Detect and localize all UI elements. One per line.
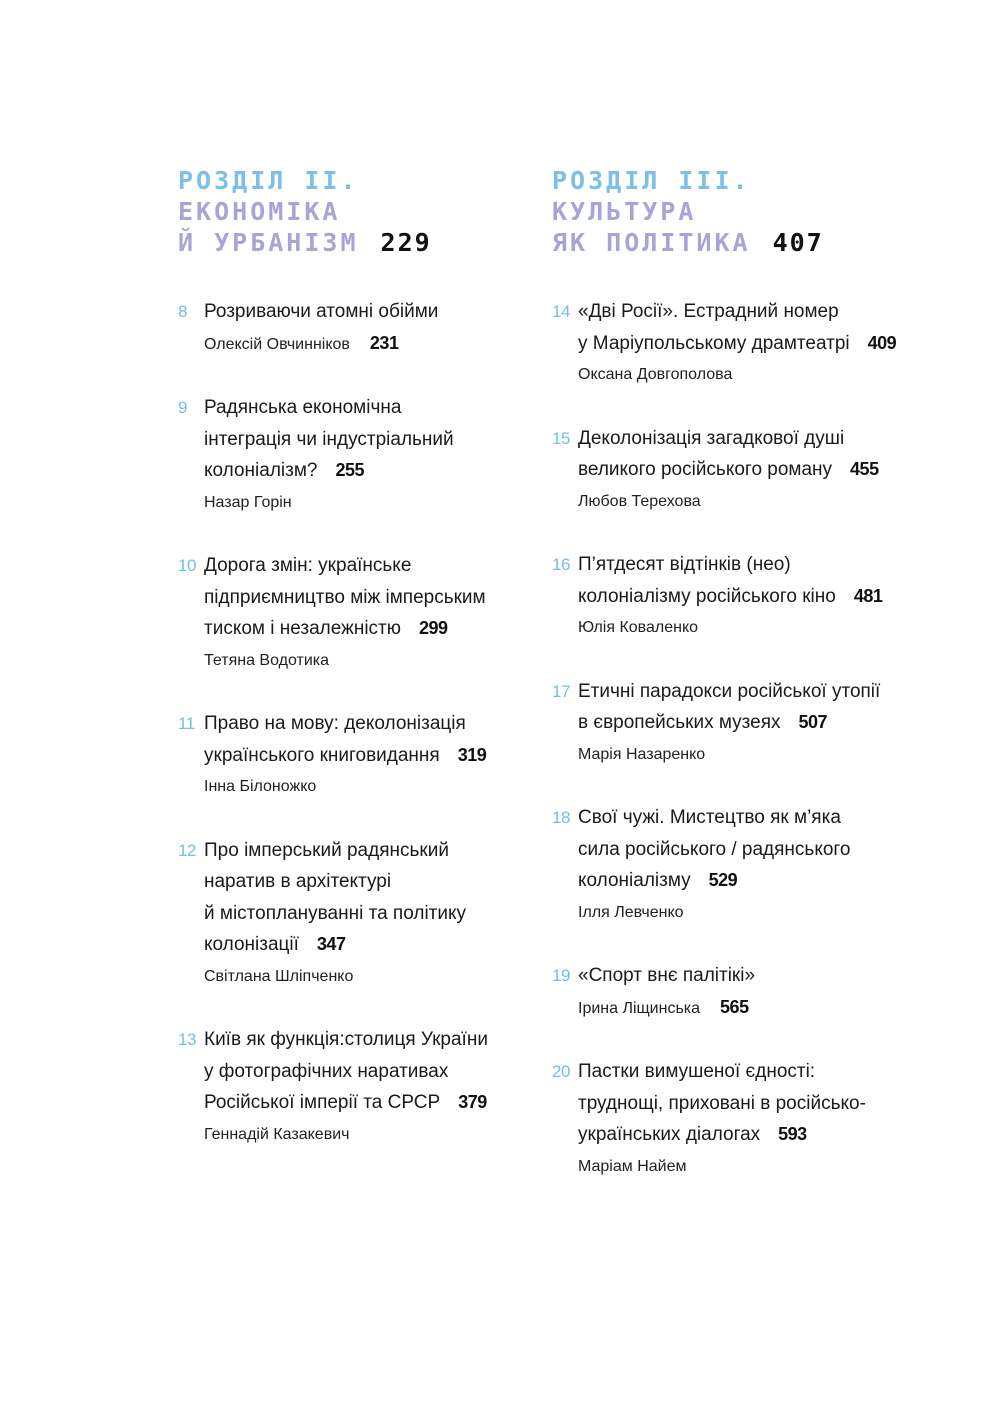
- entry-spacer: [552, 770, 902, 802]
- chapter-title[interactable]: [578, 802, 902, 897]
- author-name: Інна Білоножко: [204, 778, 317, 795]
- chapter-author: [204, 487, 523, 519]
- chapter-page-number[interactable]: 347: [316, 934, 346, 954]
- author-name: Геннадій Казакевич: [204, 1125, 350, 1143]
- entry-body: [204, 392, 523, 518]
- chapter-title-line: [204, 613, 523, 645]
- entry-spacer: [178, 992, 523, 1024]
- chapter-title-line: [204, 296, 523, 328]
- section-2-heading: [178, 165, 523, 258]
- chapter-title-text: труднощі, приховані в російсько-: [578, 1092, 866, 1114]
- chapter-title-text: «Дві Росії». Естрадний номер: [578, 301, 839, 322]
- chapter-page-number[interactable]: 319: [457, 744, 487, 765]
- chapter-title-text: колонізації: [204, 934, 299, 955]
- chapter-title-text: українських діалогах: [578, 1124, 761, 1145]
- chapter-number: 13: [178, 1030, 196, 1049]
- chapter-title-text: колоніалізм?: [204, 460, 318, 481]
- toc-entry[interactable]: [178, 1024, 523, 1150]
- entry-body: [578, 960, 902, 1024]
- author-name: Любов Терехова: [578, 492, 701, 510]
- chapter-author: [204, 645, 523, 677]
- chapter-title[interactable]: [204, 835, 523, 961]
- toc-entry[interactable]: [552, 960, 902, 1024]
- entry-spacer: [178, 360, 523, 392]
- entry-body: [204, 296, 523, 360]
- chapter-title-line: [578, 423, 902, 455]
- chapter-title[interactable]: [578, 960, 902, 992]
- chapter-title[interactable]: [578, 676, 902, 739]
- chapter-title[interactable]: [204, 392, 523, 487]
- chapter-page-number[interactable]: 299: [419, 618, 448, 638]
- chapter-page-number[interactable]: 231: [369, 332, 399, 353]
- chapter-title-line: [204, 455, 523, 487]
- chapter-title[interactable]: [578, 549, 902, 612]
- chapter-number: 15: [552, 428, 570, 448]
- author-name: Тетяна Водотика: [204, 651, 330, 669]
- chapter-title[interactable]: [204, 550, 523, 645]
- entry-spacer: [552, 644, 902, 676]
- section-title-line: [178, 165, 523, 196]
- chapter-number: 18: [552, 808, 570, 827]
- chapter-author: [578, 612, 902, 644]
- chapter-number: 12: [178, 840, 196, 860]
- toc-entry[interactable]: [552, 802, 902, 928]
- author-name: Світлана Шліпченко: [204, 967, 354, 985]
- chapter-author: [578, 897, 902, 929]
- author-name: Ірина Ліщинська: [578, 999, 701, 1017]
- chapter-number: 17: [552, 681, 570, 701]
- section-title-text: КУЛЬТУРА: [552, 197, 697, 226]
- section-title-text: Й УРБАНІЗМ: [178, 228, 359, 257]
- chapter-page-number[interactable]: 507: [798, 712, 828, 732]
- chapter-title-text: Деколонізація загадкової душі: [578, 427, 845, 449]
- chapter-number: 19: [552, 966, 570, 985]
- chapter-title-text: у Маріупольському драмтеатрі: [578, 332, 850, 354]
- chapter-title-text: інтеграція чи індустріальний: [204, 428, 454, 450]
- section-title-text: РОЗДІЛ II.: [178, 166, 359, 195]
- chapter-author: [578, 992, 902, 1025]
- chapter-number: 14: [552, 302, 570, 321]
- chapter-author: [204, 1119, 523, 1151]
- chapter-number: 9: [178, 398, 187, 417]
- chapter-title-line: [578, 676, 902, 708]
- entry-spacer: [178, 803, 523, 835]
- chapter-title-text: Етичні парадокси російської утопії: [578, 680, 881, 702]
- section-title-text: РОЗДІЛ III.: [552, 166, 751, 195]
- chapter-author: [578, 739, 902, 771]
- chapter-title-line: [578, 549, 902, 581]
- toc-entry[interactable]: [178, 550, 523, 676]
- section-3-column: [552, 165, 902, 1182]
- entry-body: [204, 708, 523, 803]
- chapter-author: [204, 771, 523, 803]
- chapter-title[interactable]: [578, 423, 902, 486]
- chapter-number: 11: [178, 714, 195, 733]
- chapter-title-text: великого російського роману: [578, 459, 833, 480]
- chapter-page-number[interactable]: 481: [853, 585, 883, 606]
- entry-body: [578, 676, 902, 771]
- entry-body: [204, 1024, 523, 1150]
- chapter-title-text: Право на мову: деколонізація: [204, 713, 466, 734]
- chapter-author: [578, 359, 902, 391]
- section-title-line: [552, 227, 902, 258]
- chapter-page-number[interactable]: 409: [867, 332, 897, 353]
- chapter-title-text: Свої чужі. Мистецтво як м’яка: [578, 807, 841, 828]
- chapter-title-text: Київ як функція:столиця України: [204, 1029, 488, 1050]
- chapter-title-line: [578, 296, 902, 328]
- chapter-page-number[interactable]: 529: [708, 870, 738, 890]
- section-title-line: [178, 227, 523, 258]
- chapter-title-line: [578, 865, 902, 897]
- chapter-title-line: [204, 1024, 523, 1056]
- toc-entry[interactable]: [178, 392, 523, 518]
- chapter-title-line: [578, 1056, 902, 1088]
- chapter-author: [204, 961, 523, 993]
- chapter-title[interactable]: [578, 296, 902, 359]
- toc-entry[interactable]: [552, 549, 902, 644]
- chapter-title-line: [204, 866, 523, 898]
- chapter-title-text: П’ятдесят відтінків (нео): [578, 554, 791, 575]
- chapter-title-line: [204, 550, 523, 582]
- chapter-title-text: тиском і незалежністю: [204, 618, 401, 639]
- chapter-title[interactable]: [578, 1056, 902, 1151]
- entry-spacer: [552, 517, 902, 549]
- chapter-title-text: й містоплануванні та політику: [204, 902, 467, 924]
- author-name: Олексій Овчинніков: [204, 335, 350, 353]
- chapter-title-text: підприємництво між імперським: [204, 586, 486, 608]
- chapter-title-line: [578, 581, 902, 613]
- section-page-number[interactable]: 229: [380, 228, 432, 257]
- author-name: Назар Горін: [204, 493, 292, 511]
- chapter-title-text: наратив в архітектурі: [204, 871, 392, 892]
- chapter-title-line: [578, 802, 902, 834]
- chapter-page-number[interactable]: 565: [720, 996, 749, 1017]
- chapter-title-line: [578, 454, 902, 486]
- chapter-title-line: [204, 424, 523, 456]
- chapter-title-text: сила російського / радянського: [578, 838, 851, 860]
- entry-body: [578, 296, 902, 391]
- chapter-title-line: [204, 392, 523, 424]
- chapter-page-number[interactable]: 455: [850, 459, 879, 479]
- chapter-title[interactable]: [204, 1024, 523, 1119]
- chapter-author: [578, 486, 902, 518]
- chapter-title-line: [204, 898, 523, 930]
- chapter-title[interactable]: [204, 708, 523, 771]
- author-name: Оксана Довгополова: [578, 366, 733, 383]
- chapter-title-text: українського книговидання: [204, 744, 440, 766]
- chapter-title-text: в європейських музеях: [578, 712, 781, 733]
- chapter-number: 8: [178, 302, 187, 321]
- chapter-title-text: колоніалізму російського кіно: [578, 585, 836, 607]
- toc-entry[interactable]: [178, 296, 523, 360]
- toc-entry[interactable]: [552, 1056, 902, 1182]
- entry-body: [204, 835, 523, 993]
- entry-spacer: [552, 1024, 902, 1056]
- section-title-text: ЯК ПОЛІТИКА: [552, 228, 751, 257]
- chapter-title-line: [578, 328, 902, 360]
- section-title-line: [178, 196, 523, 227]
- author-name: Ілля Левченко: [578, 903, 684, 921]
- chapter-title-text: Пастки вимушеної єдності:: [578, 1061, 816, 1082]
- section-title-text: ЕКОНОМІКА: [178, 197, 341, 226]
- chapter-number: 16: [552, 555, 570, 574]
- chapter-title-text: Дорога змін: українське: [204, 555, 412, 576]
- entry-body: [578, 549, 902, 644]
- chapter-title-text: Про імперський радянський: [204, 839, 449, 861]
- chapter-title-text: у фотографічних наративах: [204, 1060, 449, 1082]
- chapter-number: 20: [552, 1062, 570, 1081]
- chapter-title-line: [204, 708, 523, 740]
- chapter-title-line: [578, 834, 902, 866]
- section-title-line: [552, 196, 902, 227]
- section-2-column: [178, 165, 523, 1150]
- chapter-title[interactable]: [204, 296, 523, 328]
- section-page-number[interactable]: 407: [772, 228, 824, 257]
- entry-body: [578, 423, 902, 518]
- chapter-title-line: [204, 1056, 523, 1088]
- entry-body: [578, 802, 902, 928]
- section-3-heading: [552, 165, 902, 258]
- chapter-title-line: [204, 740, 523, 772]
- chapter-author: [204, 328, 523, 361]
- chapter-title-text: Розриваючи атомні обійми: [204, 301, 439, 322]
- chapter-number: 10: [178, 556, 196, 575]
- chapter-page-number[interactable]: 593: [778, 1124, 807, 1144]
- chapter-title-text: Російської імперії та СРСР: [204, 1092, 441, 1113]
- chapter-title-text: колоніалізму: [578, 870, 691, 891]
- chapter-title-line: [578, 1119, 902, 1151]
- chapter-title-line: [578, 707, 902, 739]
- author-name: Маріам Найем: [578, 1157, 687, 1175]
- toc-entry[interactable]: [552, 423, 902, 518]
- entry-body: [204, 550, 523, 676]
- entry-spacer: [178, 676, 523, 708]
- entry-spacer: [552, 928, 902, 960]
- toc-entry[interactable]: [178, 835, 523, 993]
- chapter-page-number[interactable]: 255: [335, 460, 365, 480]
- entry-spacer: [552, 391, 902, 423]
- chapter-title-line: [204, 929, 523, 961]
- author-name: Юлія Коваленко: [578, 619, 699, 636]
- chapter-author: [578, 1151, 902, 1183]
- entry-spacer: [178, 518, 523, 550]
- entry-body: [578, 1056, 902, 1182]
- chapter-title-text: «Спорт внє палітікі»: [578, 965, 756, 986]
- toc-entry[interactable]: [552, 676, 902, 771]
- toc-entry[interactable]: [178, 708, 523, 803]
- chapter-title-line: [578, 960, 902, 992]
- chapter-page-number[interactable]: 379: [458, 1092, 487, 1112]
- author-name: Марія Назаренко: [578, 745, 706, 763]
- chapter-title-text: Радянська економічна: [204, 397, 402, 418]
- chapter-title-line: [204, 835, 523, 867]
- toc-entry[interactable]: [552, 296, 902, 391]
- chapter-title-line: [204, 582, 523, 614]
- chapter-title-line: [578, 1088, 902, 1120]
- section-title-line: [552, 165, 902, 196]
- chapter-title-line: [204, 1087, 523, 1119]
